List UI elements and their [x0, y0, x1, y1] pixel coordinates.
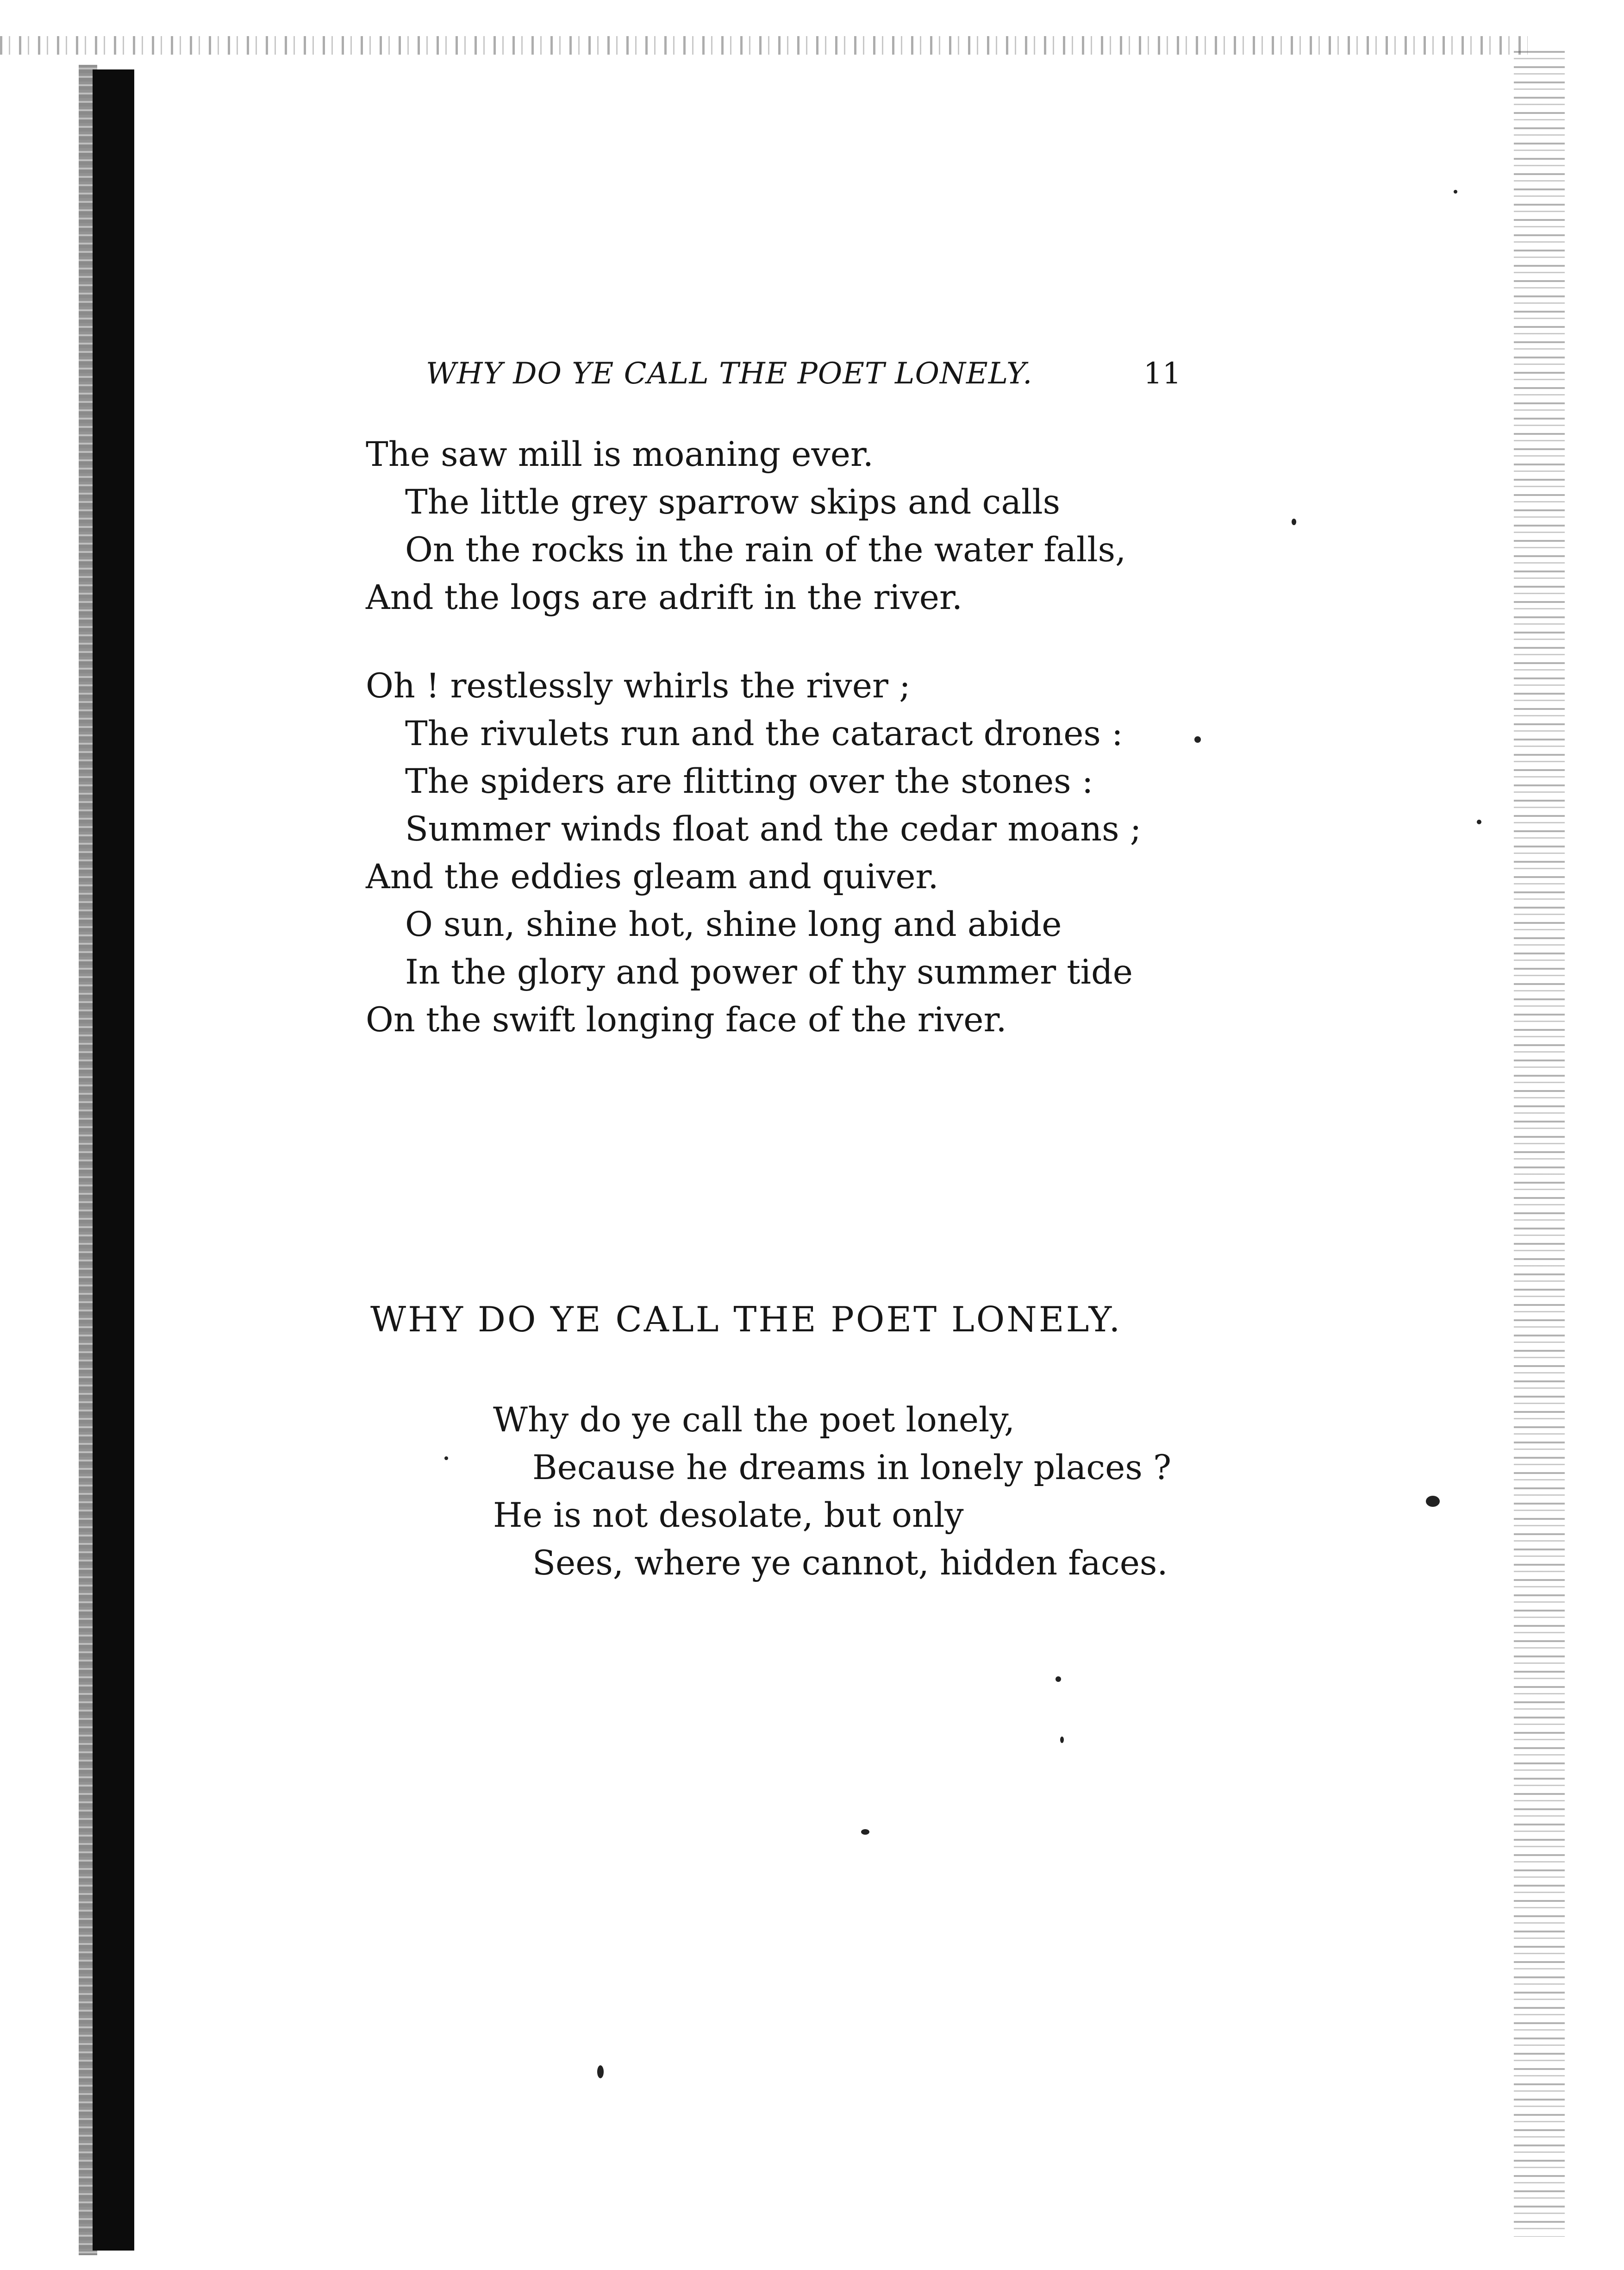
- verse-line: And the eddies gleam and quiver.: [366, 857, 939, 897]
- scan-speck: [1194, 736, 1201, 743]
- binding-strip: [93, 69, 134, 2251]
- poem-title: WHY DO YE CALL THE POET LONELY.: [370, 1299, 1122, 1340]
- verse-line: Oh ! restlessly whirls the river ;: [366, 666, 911, 706]
- scan-speck: [1056, 1676, 1061, 1682]
- verse-line: The saw mill is moaning ever.: [366, 435, 874, 474]
- stanza-1: [366, 431, 1126, 621]
- verse-line: And the logs are adrift in the river.: [366, 578, 963, 617]
- verse-line: The rivulets run and the cataract drones :: [405, 714, 1123, 753]
- stanza-2: [366, 662, 1141, 1044]
- verse-line: He is not desolate, but only: [493, 1496, 964, 1535]
- verse-line: Sees, where ye cannot, hidden faces.: [532, 1543, 1168, 1583]
- verse-line: In the glory and power of thy summer tide: [405, 953, 1133, 992]
- scan-speck: [861, 1829, 869, 1835]
- verse-line: The little grey sparrow skips and calls: [405, 483, 1061, 522]
- scan-speck: [1060, 1737, 1064, 1743]
- stanza-3: [493, 1396, 1171, 1587]
- verse-line: Summer winds float and the cedar moans ;: [405, 809, 1142, 849]
- page-top-edge: [0, 36, 1528, 55]
- scan-speck: [1426, 1496, 1440, 1507]
- scan-speck: [597, 2065, 604, 2078]
- scan-speck: [1477, 820, 1481, 824]
- verse-line: Why do ye call the poet lonely,: [493, 1400, 1015, 1440]
- verse-line: O sun, shine hot, shine long and abide: [405, 905, 1062, 944]
- scan-speck: [444, 1456, 448, 1460]
- verse-line: On the swift longing face of the river.: [366, 1000, 1007, 1040]
- verse-line: Because he dreams in lonely places ?: [532, 1448, 1172, 1487]
- scan-speck: [1454, 190, 1457, 194]
- page-right-edge: [1514, 51, 1565, 2237]
- page-number: 11: [1143, 357, 1181, 391]
- verse-line: The spiders are flitting over the stones :: [405, 762, 1093, 801]
- scan-speck: [1292, 519, 1296, 525]
- running-head: WHY DO YE CALL THE POET LONELY.: [426, 357, 1033, 391]
- verse-line: On the rocks in the rain of the water falls,: [405, 530, 1126, 570]
